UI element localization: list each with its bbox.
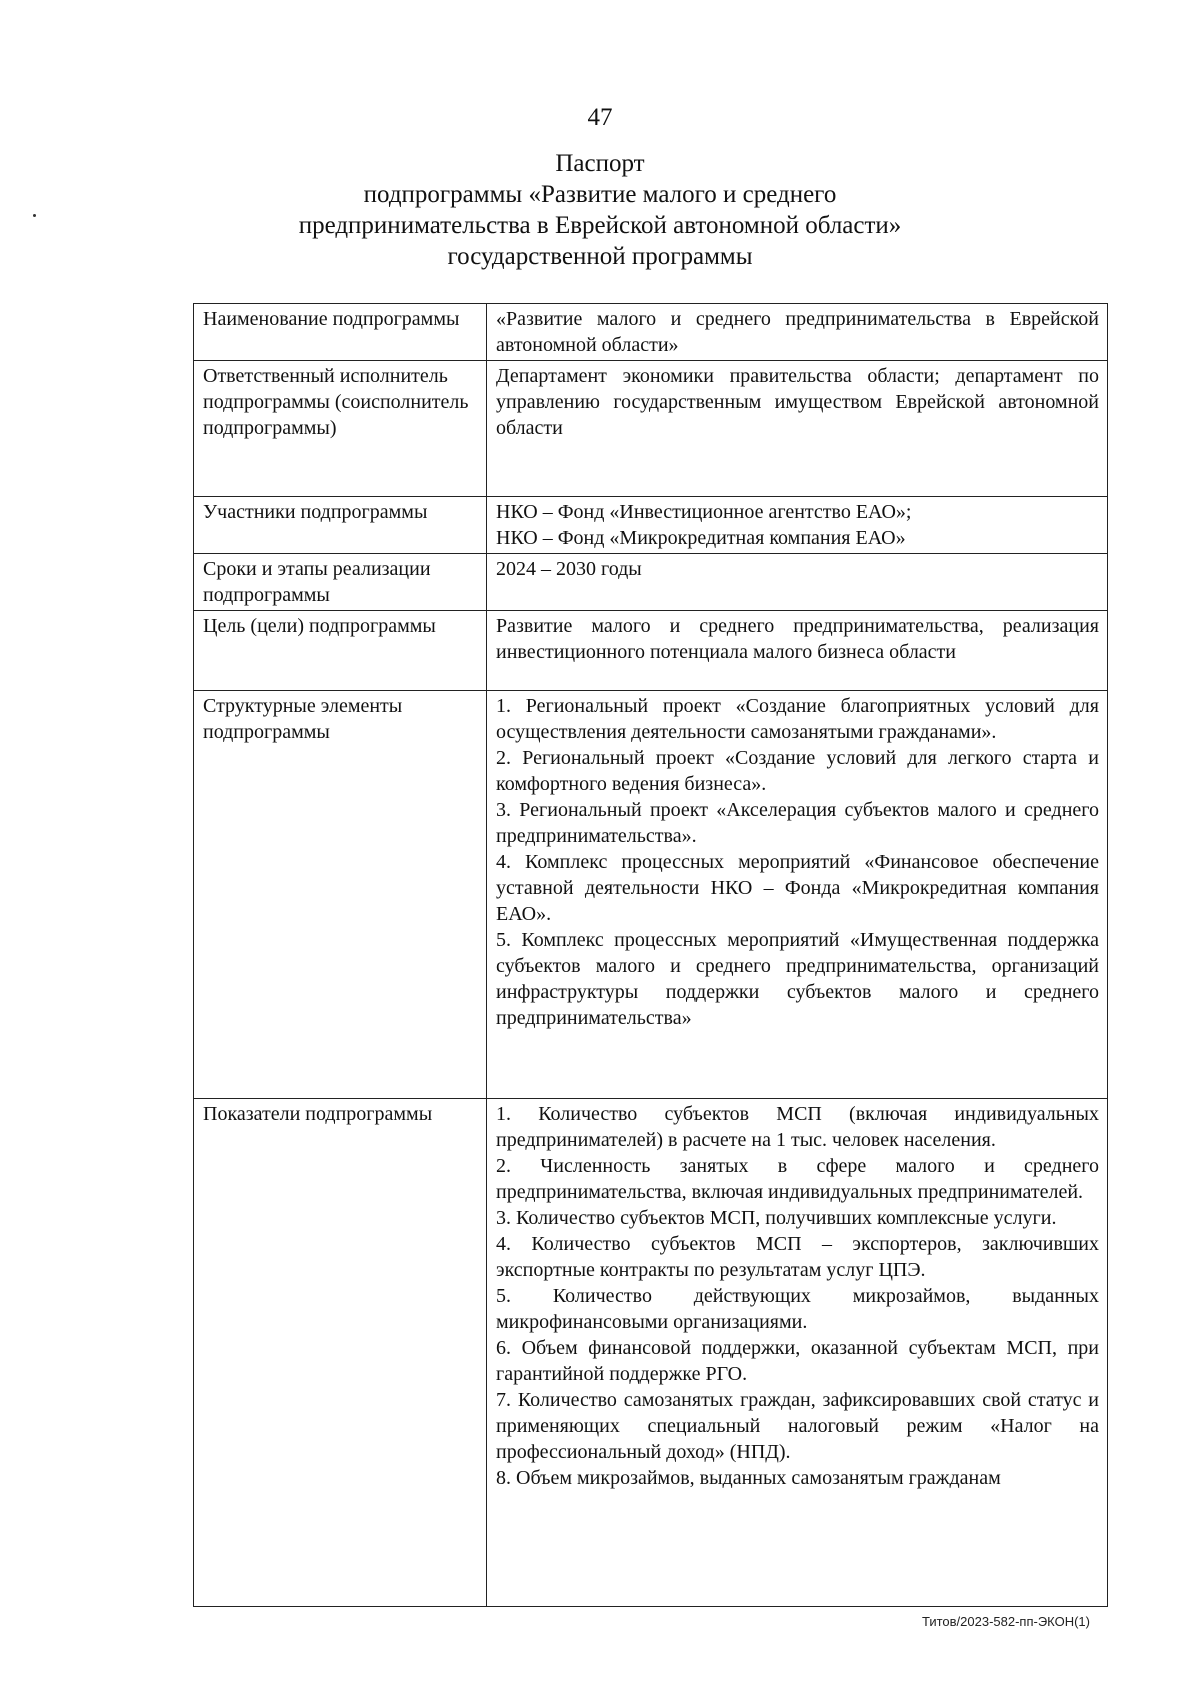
value-paragraph: 2024 – 2030 годы [496,558,642,580]
value-paragraph: Развитие малого и среднего предпринимательства, реализация инвестиционного потенциала малого бизнеса области [496,615,1099,663]
value-paragraph: 2. Региональный проект «Создание условий для легкого старта и комфортного ведения бизнеса». [496,747,1099,795]
table-row [194,497,1108,554]
row-value [487,304,1108,361]
row-value [487,1099,1108,1607]
row-value [487,611,1108,691]
passport-table [193,303,1108,1607]
title-line: государственной программы [447,243,753,270]
row-label: Ответственный исполнитель подпрограммы (соисполнитель подпрограммы) [194,361,487,497]
value-paragraph: 7. Количество самозанятых граждан, зафиксировавших свой статус и применяющих специальный налоговый режим «Налог на профессиональный доход» (НПД). [496,1389,1099,1463]
table-row [194,611,1108,691]
title-line: предпринимательства в Еврейской автономной области» [298,212,902,239]
value-paragraph: НКО – Фонд «Микрокредитная компания ЕАО» [496,527,906,549]
row-label: Структурные элементы подпрограммы [194,691,487,1099]
value-paragraph: 1. Количество субъектов МСП (включая индивидуальных предпринимателей) в расчете на 1 тыс. человек населения. [496,1103,1099,1151]
row-value [487,691,1108,1099]
value-paragraph: 4. Количество субъектов МСП – экспортеров, заключивших экспортные контракты по результатам услуг ЦПЭ. [496,1233,1099,1281]
row-label: Наименование подпрограммы [194,304,487,361]
value-paragraph: 6. Объем финансовой поддержки, оказанной субъектам МСП, при гарантийной поддержке РГО. [496,1337,1099,1385]
row-value [487,497,1108,554]
row-label: Цель (цели) подпрограммы [194,611,487,691]
value-paragraph: 3. Количество субъектов МСП, получивших комплексные услуги. [496,1207,1057,1229]
table-row [194,554,1108,611]
value-paragraph: «Развитие малого и среднего предпринимательства в Еврейской автономной области» [496,308,1099,356]
value-paragraph: 5. Количество действующих микрозаймов, выданных микрофинансовыми организациями. [496,1285,1099,1333]
value-paragraph: 5. Комплекс процессных мероприятий «Имущественная поддержка субъектов малого и среднего предпринимательства, организаций инфраструктуры поддержки субъектов малого и среднего предпринимательства» [496,929,1099,1029]
row-label: Сроки и этапы реализации подпрограммы [194,554,487,611]
value-paragraph: 3. Региональный проект «Акселерация субъектов малого и среднего предпринимательства». [496,799,1099,847]
value-paragraph: 1. Региональный проект «Создание благоприятных условий для осуществления деятельности самозанятыми гражданами». [496,695,1099,743]
scan-dot-mark [33,214,36,217]
value-paragraph: 2. Численность занятых в сфере малого и среднего предпринимательства, включая индивидуальных предпринимателей. [496,1155,1099,1203]
table-row [194,361,1108,497]
row-value [487,554,1108,611]
title-line: подпрограммы «Развитие малого и среднего [363,181,837,208]
value-paragraph: 8. Объем микрозаймов, выданных самозанятым гражданам [496,1467,1001,1489]
value-paragraph: 4. Комплекс процессных мероприятий «Финансовое обеспечение уставной деятельности НКО – Фонда «Микрокредитная компания ЕАО». [496,851,1099,925]
value-paragraph: Департамент экономики правительства области; департамент по управлению государственным имуществом Еврейской автономной области [496,365,1099,439]
page-number: 47 [587,104,613,131]
row-label: Показатели подпрограммы [194,1099,487,1607]
row-label: Участники подпрограммы [194,497,487,554]
document-title [0,148,1200,272]
table-row [194,691,1108,1099]
table-row [194,1099,1108,1607]
title-line: Паспорт [555,150,645,177]
table-row [194,304,1108,361]
document-reference-code: Титов/2023-582-пп-ЭКОН(1) [921,1614,1090,1629]
value-paragraph: НКО – Фонд «Инвестиционное агентство ЕАО»; [496,501,912,523]
row-value [487,361,1108,497]
